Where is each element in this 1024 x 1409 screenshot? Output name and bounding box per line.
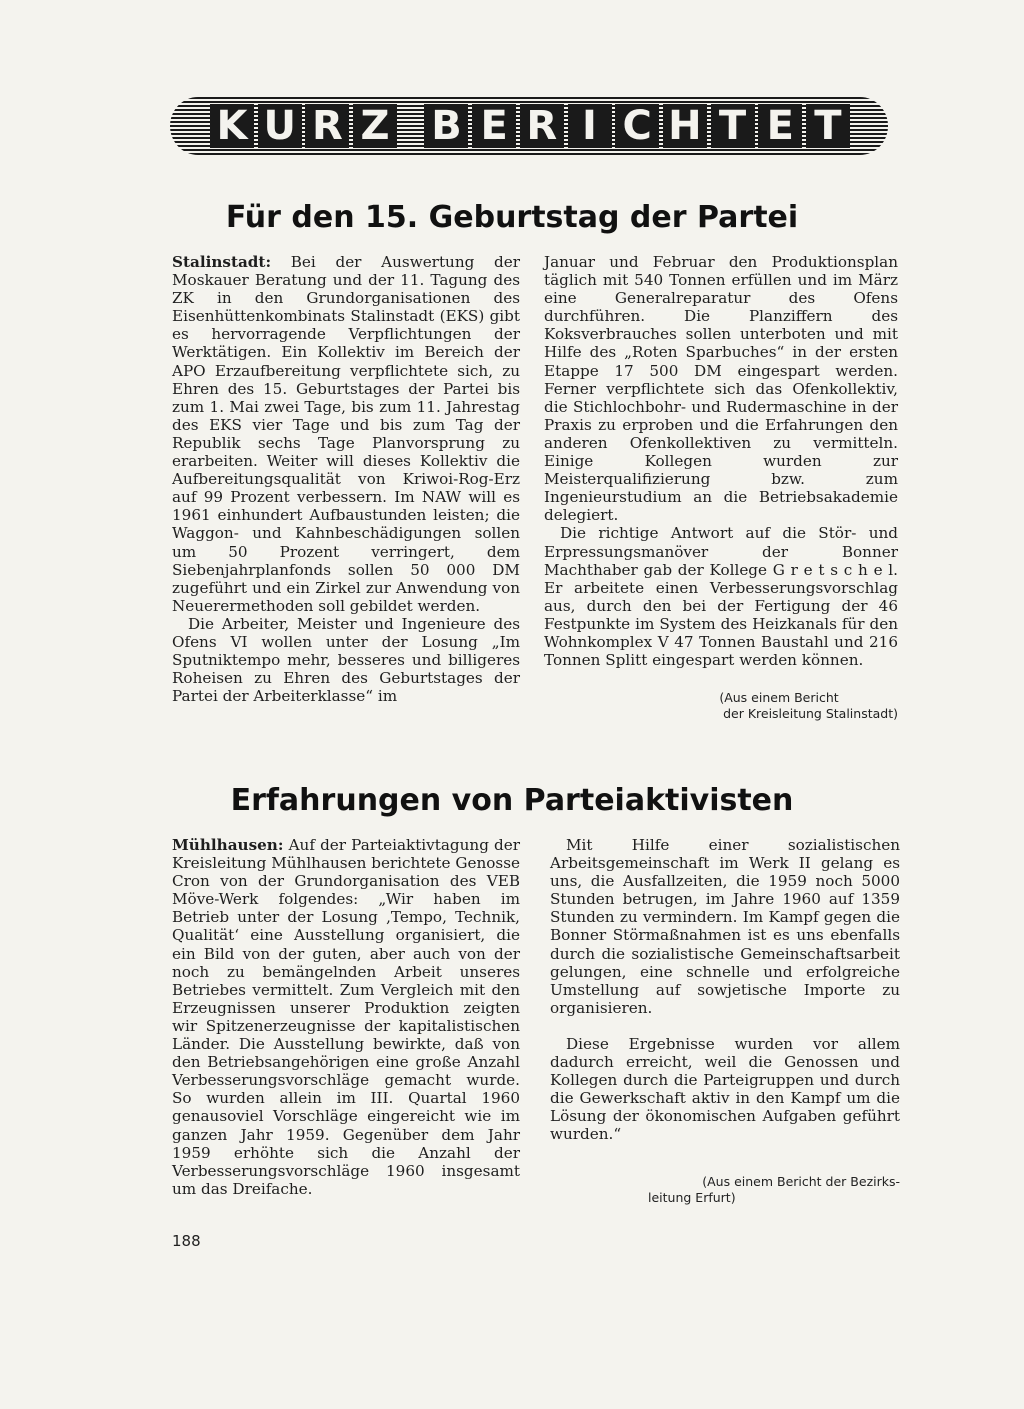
- banner-letter: B: [424, 104, 468, 148]
- article1-left-column: [172, 253, 520, 705]
- article1-headline: Für den 15. Geburtstag der Partei: [225, 200, 799, 235]
- article2-right-paragraph-1: Mit Hilfe einer sozialistischen Arbeitsgemeinschaft im Werk II gelang es uns, die Ausfallzeiten, die 1959 noch 5000 Stunden betrugen, im Jahre 1960 auf 1359 Stunden zu vermindern. Im Kampf gegen die Bonner Störmaßnahmen ist es uns ebenfalls durch die sozialistische Gemeinschaftsarbeit gelungen, eine schnelle und erfolgreiche Umstellung auf sowjetische Importe zu organisieren.: [550, 836, 900, 1017]
- article2-source: [600, 1174, 900, 1206]
- banner-letter: E: [758, 104, 802, 148]
- article1-right-column: [544, 253, 898, 669]
- banner-letter: [401, 104, 421, 148]
- banner-letter: R: [305, 104, 349, 148]
- banner-letter: U: [258, 104, 302, 148]
- banner-letter: E: [472, 104, 516, 148]
- article2-headline: Erfahrungen von Parteiaktivisten: [230, 783, 794, 818]
- article2-left-text-1: Auf der Parteiaktivtagung der Kreisleitung Mühlhausen berichtete Genosse Cron von der Grundorganisation des VEB Möve-Werk folgendes: „Wir haben im Betrieb unter der Losung ‚Tempo, Technik, Qualität‘ eine Ausstellung organisiert, die ein Bild von der guten, aber auch von der noch zu bemängelnden Arbeit unseres Betriebes vermittelt. Zum Vergleich mit den Erzeugnissen unserer Produktion zeigten wir Spitzenerzeugnisse der kapitalistischen Länder. Die Ausstellung bewirkte, daß von den Betriebsangehörigen eine große Anzahl Verbesserungsvorschläge gemacht wurde. So wurden allein im III. Quartal 1960 genausoviel Vorschläge eingereicht wie im ganzen Jahr 1959. Gegenüber dem Jahr 1959 erhöhte sich die Anzahl der Verbesserungsvorschläge 1960 insgesamt um das Dreifache.: [172, 836, 521, 1198]
- article1-right-paragraph-1: Januar und Februar den Produktionsplan täglich mit 540 Tonnen erfüllen und im März eine Generalreparatur des Ofens durchführen. Die Planziffern des Koksverbrauches sollen unterboten und mit Hilfe des „Roten Sparbuches“ in der ersten Etappe 17 500 DM eingespart werden. Ferner verpflichtete sich das Ofenkollektiv, die Stichlochbohr- und Rudermaschine in der Praxis zu erproben und die Erfahrungen den anderen Ofenkollektiven zu vermitteln. Einige Kollegen wurden zur Meisterqualifizierung bzw. zum Ingenieurstudium an die Betriebsakademie delegiert.: [544, 253, 898, 525]
- article2-left-paragraph-1: [172, 836, 520, 1198]
- banner-letter: C: [615, 104, 659, 148]
- banner-letter: K: [210, 104, 254, 148]
- article1-left-text-1: Bei der Auswertung der Moskauer Beratung und der 11. Tagung des ZK in den Grundorganisationen des Eisenhüttenkombinats Stalinstadt (EKS) gibt es hervorragende Verpflichtungen der Werktätigen. Ein Kollektiv im Bereich der APO Erzaufbereitung verpflichtete sich, zu Ehren des 15. Geburtstages der Partei bis zum 1. Mai zwei Tage, bis zum 11. Jahrestag des EKS vier Tage und bis zum Tag der Republik sechs Tage Planvorsprung zu erarbeiten. Weiter will dieses Kollektiv die Aufbereitungsqualität von Kriwoi-Rog-Erz auf 99 Prozent verbessern. Im NAW will es 1961 einhundert Aufbaustunden leisten; die Waggon- und Kahnbeschädigungen sollen um 50 Prozent verringert, dem Siebenjahrplanfonds sollen 50 000 DM zugeführt und ein Zirkel zur Anwendung von Neuerermethoden soll gebildet werden.: [172, 253, 520, 615]
- article2-place: Mühlhausen:: [172, 836, 284, 854]
- banner-letter: I: [568, 104, 612, 148]
- article1-source-line-1: (Aus einem Bericht: [719, 690, 839, 705]
- article2-source-line-1: (Aus einem Bericht der Bezirks-: [702, 1174, 900, 1189]
- article1-source: [600, 690, 898, 722]
- article2-source-line-2: leitung Erfurt): [648, 1190, 736, 1205]
- page-number: 188: [172, 1232, 201, 1250]
- banner-letter: Z: [353, 104, 397, 148]
- article1-place: Stalinstadt:: [172, 253, 272, 271]
- banner-letter: T: [806, 104, 850, 148]
- article1-source-line-2: der Kreisleitung Stalinstadt): [723, 706, 898, 721]
- article1-right-paragraph-2: Die richtige Antwort auf die Stör- und Erpressungsmanöver der Bonner Machthaber gab der Kollege G r e t s c h e l. Er arbeitete einen Verbesserungsvorschlag aus, durch den bei der Fertigung der 46 Festpunkte im System des Heizkanals für den Wohnkomplex V 47 Tonnen Baustahl und 216 Tonnen Splitt eingespart werden können.: [544, 524, 898, 670]
- article1-left-paragraph-2: Die Arbeiter, Meister und Ingenieure des Ofens VI wollen unter der Losung „Im Sputniktempo mehr, besseres und billigeres Roheisen zu Ehren des Geburtstages der Partei der Arbeiterklasse“ im: [172, 614, 520, 706]
- article2-left-column: [172, 836, 520, 1198]
- article2-right-column: [550, 836, 900, 1144]
- banner-title: [210, 100, 850, 152]
- banner-letter: T: [711, 104, 755, 148]
- article1-left-paragraph-1: [172, 253, 520, 615]
- banner-letter: H: [663, 104, 707, 148]
- banner-letter: R: [520, 104, 564, 148]
- article2-right-paragraph-2: Diese Ergebnisse wurden vor allem dadurch erreicht, weil die Genossen und Kollegen durch die Parteigruppen und durch die Gewerkschaft aktiv in den Kampf um die Lösung der ökonomischen Aufgaben geführt wurden.“: [550, 1034, 900, 1144]
